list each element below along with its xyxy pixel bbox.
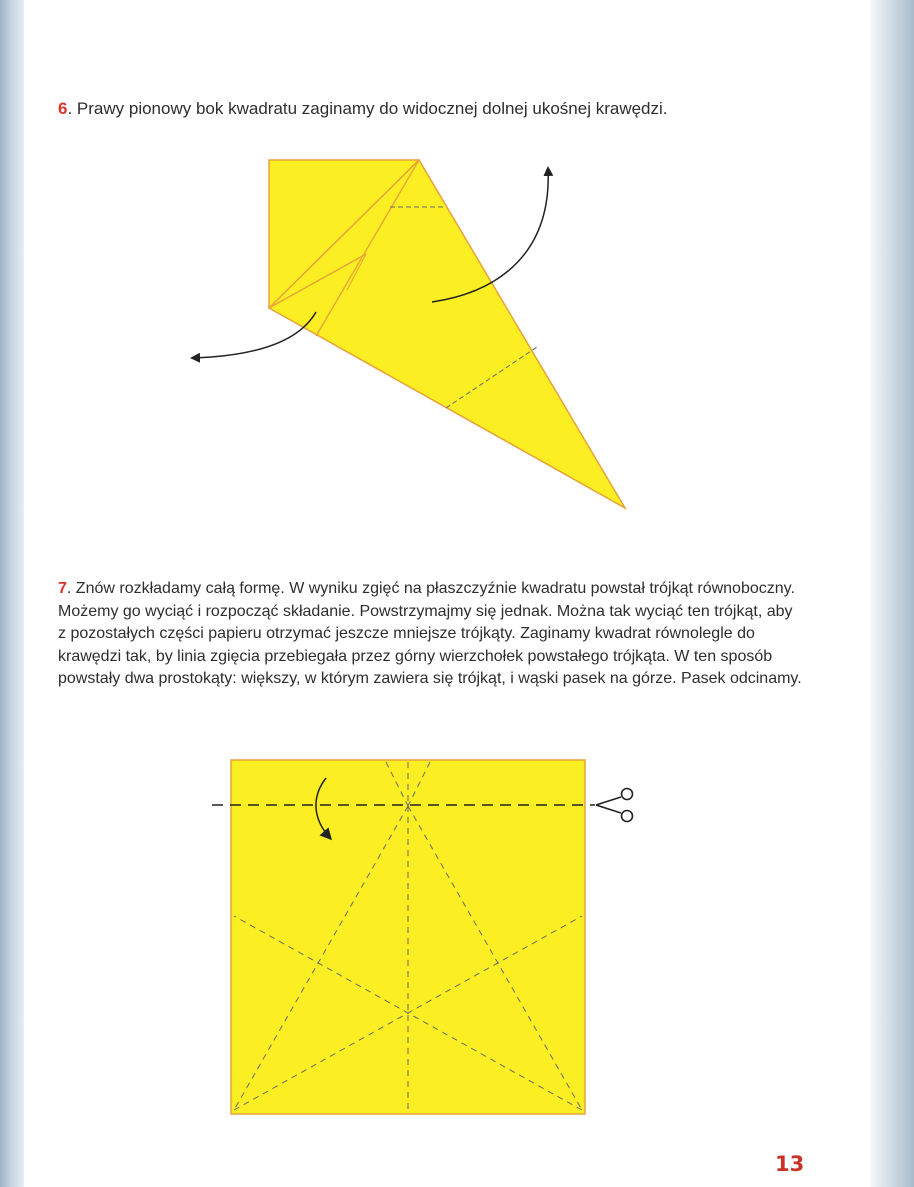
page-number: 13: [775, 1152, 805, 1176]
step-7-description: . Znów rozkładamy całą formę. W wyniku zgięć na płaszczyźnie kwadratu powstał trójkąt równoboczny. Możemy go wyciąć i rozpocząć składanie. Powstrzymajmy się jednak. Można tak wyciąć ten trójkąt, aby z pozostałych części papieru otrzymać jeszcze mniejsze trójkąty. Zaginamy kwadrat równolegle do krawędzi tak, by linia zgięcia przebiegała przez górny wierzchołek powstałego trójkąta. W ten sposób powstały dwa prostokąty: większy, w którym zawiera się trójkąt, i wąski pasek na górze. Pasek odcinamy.: [58, 580, 802, 687]
step-6-number: 6: [58, 99, 68, 118]
step-7-text: [58, 578, 803, 691]
step-7-number: 7: [58, 580, 67, 597]
step-6-description: . Prawy pionowy bok kwadratu zaginamy do widocznej dolnej ukośnej krawędzi.: [67, 99, 668, 118]
